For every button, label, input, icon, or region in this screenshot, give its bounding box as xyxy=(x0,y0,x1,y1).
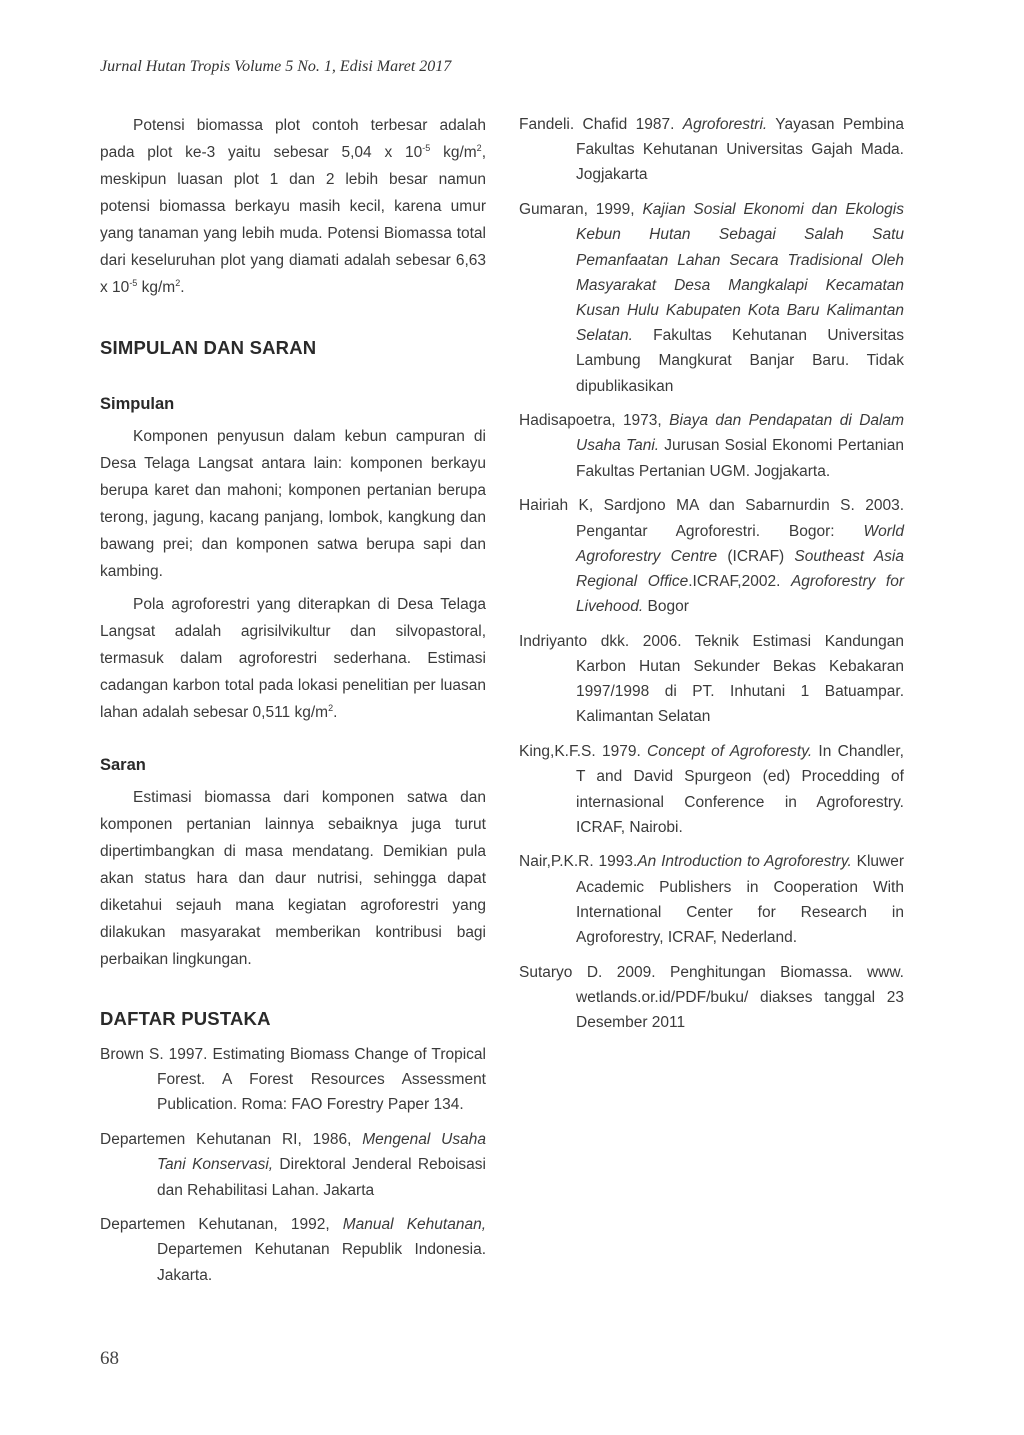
reference-entry: Departemen Kehutanan RI, 1986, Mengenal Usaha Tani Konservasi, Direktoral Jenderal Reboisasi dan Rehabilitasi Lahan. Jakarta xyxy=(100,1131,486,1199)
running-header: Jurnal Hutan Tropis Volume 5 No. 1, Edisi Maret 2017 xyxy=(100,58,452,75)
reference-entry: King,K.F.S. 1979. Concept of Agroforesty. In Chandler, T and David Spurgeon (ed) Procedding of internasional Conference in Agroforestry. ICRAF, Nairobi. xyxy=(519,743,904,836)
page-number: 68 xyxy=(100,1348,119,1369)
reference-entry: Hadisapoetra, 1973, Biaya dan Pendapatan di Dalam Usaha Tani. Jurusan Sosial Ekonomi Pertanian Fakultas Pertanian UGM. Jogjakarta. xyxy=(519,412,905,480)
reference-entry: Hairiah K, Sardjono MA dan Sabarnurdin S. 2003. Pengantar Agroforestri. Bogor: World Agroforestry Centre (ICRAF) Southeast Asia Regional Office.ICRAF,2002. Agroforestry for Livehood. Bogor xyxy=(519,497,904,616)
reference-entry: Gumaran, 1999, Kajian Sosial Ekonomi dan Ekologis Kebun Hutan Sebagai Salah Satu Pemanfaatan Lahan Secara Tradisional Oleh Masyarakat Desa Mangkalapi Kecamatan Kusan Hulu Kabupaten Kota Baru Kalimantan Selatan. Fakultas Kehutanan Universitas Lambung Mangkurat Banjar Baru. Tidak dipublikasikan xyxy=(519,201,904,395)
reference-entry: Indriyanto dkk. 2006. Teknik Estimasi Kandungan Karbon Hutan Sekunder Bekas Kebakaran 1997/1998 di PT. Inhutani 1 Batuampar. Kalimantan Selatan xyxy=(519,632,904,726)
intro-paragraph: Potensi biomassa plot contoh terbesar adalah pada plot ke-3 yaitu sebesar 5,04 x $10^{-5}$ $kg/m^2$, meskipun luasan plot 1 dan 2 lebih besar namun potensi biomassa berkayu masih kecil, karena umur yang tanaman yang lebih muda. Potensi Biomassa total dari keseluruhan plot yang diamati adalah sebesar 6,63 x $10^{-5}$ $kg/m^2$. xyxy=(100,117,486,296)
reference-entry: Departemen Kehutanan, 1992, Manual Kehutanan, Departemen Kehutanan Republik Indonesia. Jakarta. xyxy=(100,1216,487,1284)
right-column xyxy=(519,112,904,1045)
reference-entry: Fandeli. Chafid 1987. Agroforestri. Yayasan Pembina Fakultas Kehutanan Universitas Gajah Mada. Jogjakarta xyxy=(519,116,904,184)
reference-entry: Brown S. 1997. Estimating Biomass Change of Tropical Forest. A Forest Resources Assessment Publication. Roma: FAO Forestry Paper 134. xyxy=(100,1046,486,1114)
section-heading-simpulan-dan-saran: SIMPULAN DAN SARAN xyxy=(100,337,317,358)
subheading-saran: Saran xyxy=(100,756,146,774)
reference-entry: Nair,P.K.R. 1993.An Introduction to Agroforestry. Kluwer Academic Publishers in Cooperation With International Center for Research in Agroforestry, ICRAF, Nederland. xyxy=(519,853,904,947)
subheading-simpulan: Simpulan xyxy=(100,395,175,413)
left-column xyxy=(100,112,486,1297)
simpulan-paragraph-1: Komponen penyusun dalam kebun campuran di Desa Telaga Langsat antara lain: komponen berkayu berupa karet dan mahoni; komponen pertanian berupa terong, jagung, kacang panjang, lombok, kangkung dan bawang prei; dan komponen satwa berupa sapi dan kambing. xyxy=(100,428,486,580)
section-heading-daftar-pustaka: DAFTAR PUSTAKA xyxy=(100,1008,271,1029)
saran-paragraph: Estimasi biomassa dari komponen satwa dan komponen pertanian lainnya sebaiknya juga turut dipertimbangkan di masa mendatang. Demikian pula akan status hara dan daur nutrisi, sehingga dapat diketahui sejauh mana kegiatan agroforestri yang dilakukan masyarakat memberikan kontribusi bagi perbaikan lingkungan. xyxy=(100,789,486,968)
simpulan-paragraph-2: Pola agroforestri yang diterapkan di Desa Telaga Langsat adalah agrisilvikultur dan silvopastoral, termasuk dalam agroforestri sederhana. Estimasi cadangan karbon total pada lokasi penelitian per luasan lahan adalah sebesar 0,511 $kg/m^2$. xyxy=(100,596,486,721)
reference-entry: Sutaryo D. 2009. Penghitungan Biomassa. www. wetlands.or.id/PDF/buku/ diakses tanggal 23 Desember 2011 xyxy=(519,963,904,1032)
